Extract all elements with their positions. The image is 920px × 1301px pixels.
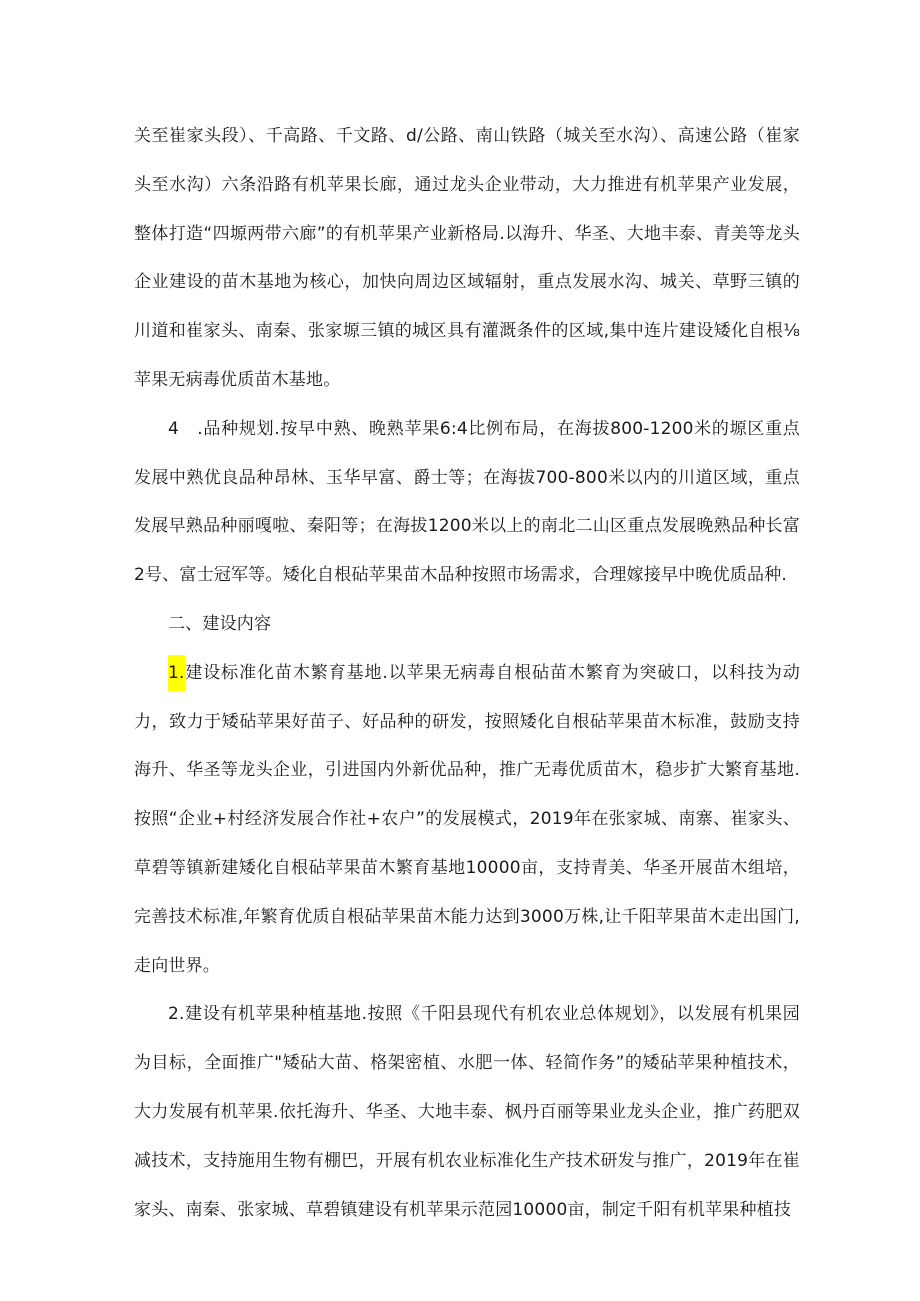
paragraph-corridor-layout: 关至崔家头段）、千高路、千文路、d/公路、南山铁路（城关至水沟）、高速公路（崔家头至水沟）六条沿路有机苹果长廊，通过龙头企业带动，大力推进有机苹果产业发展，整体打造“四塬两带六廊”的有机苹果产业新格局.以海升、华圣、大地丰泰、青美等龙头企业建设的苗木基地为核心，加快向周边区域辐射，重点发展水沟、城关、草野三镇的川道和崔家头、南秦、张家塬三镇的城区具有灌溉条件的区域,集中连片建设矮化自根⅛苹果无病毒优质苗木基地。 [134, 126, 800, 390]
section-heading-construction-content: 二、建设内容 [168, 613, 272, 634]
paragraph-variety-planning: 4 .品种规划.按早中熟、晚熟苹果6:4比例布局，在海拔800-1200米的塬区重点发展中熟优良品种昂林、玉华早富、爵士等；在海拔700-800米以内的川道区域，重点发展早熟品种丽嘎啦、秦阳等；在海拔1200米以上的南北二山区重点发展晚熟品种长富2号、富士冠军等。矮化自根砧苹果苗木品种按照市场需求，合理嫁接早中晚优质品种. [134, 418, 800, 586]
paragraph-nursery-base [134, 649, 800, 991]
paragraph-organic-planting-base: 2.建设有机苹果种植基地.按照《千阳县现代有机农业总体规划》，以发展有机果园为目标，全面推广"矮砧大苗、格架密植、水肥一体、轻简作务”的矮砧苹果种植技术，大力发展有机苹果.依托海升、华圣、大地丰泰、枫丹百丽等果业龙头企业，推广药肥双减技术，支持施用生物有棚巴，开展有机农业标准化生产技术研发与推广，2019年在崔家头、南秦、张家城、草碧镇建设有机苹果示范园10000亩，制定千阳有机苹果种植技 [134, 1004, 800, 1220]
paragraph-nursery-base-text: 建设标准化苗木繁育基地.以苹果无病毒自根砧苗木繁育为突破口，以科技为动力，致力于矮砧苹果好苗子、好品种的研发，按照矮化自根砧苹果苗木标准，鼓励支持海升、华圣等龙头企业，引进国内外新优品种，推广无毒优质苗木，稳步扩大繁育基地.按照“企业+村经济发展合作社+农户”的发展模式，2019年在张家城、南寨、崔家头、草碧等镇新建矮化自根砧苹果苗木繁育基地10000亩，支持青美、华圣开展苗木组培，完善技术标准,年繁育优质自根砧苹果苗木能力达到3000万株,让千阳苹果苗木走出国门,走向世界。 [134, 662, 800, 976]
document-body [134, 112, 800, 1234]
highlighted-item-number: 1. [168, 655, 185, 691]
